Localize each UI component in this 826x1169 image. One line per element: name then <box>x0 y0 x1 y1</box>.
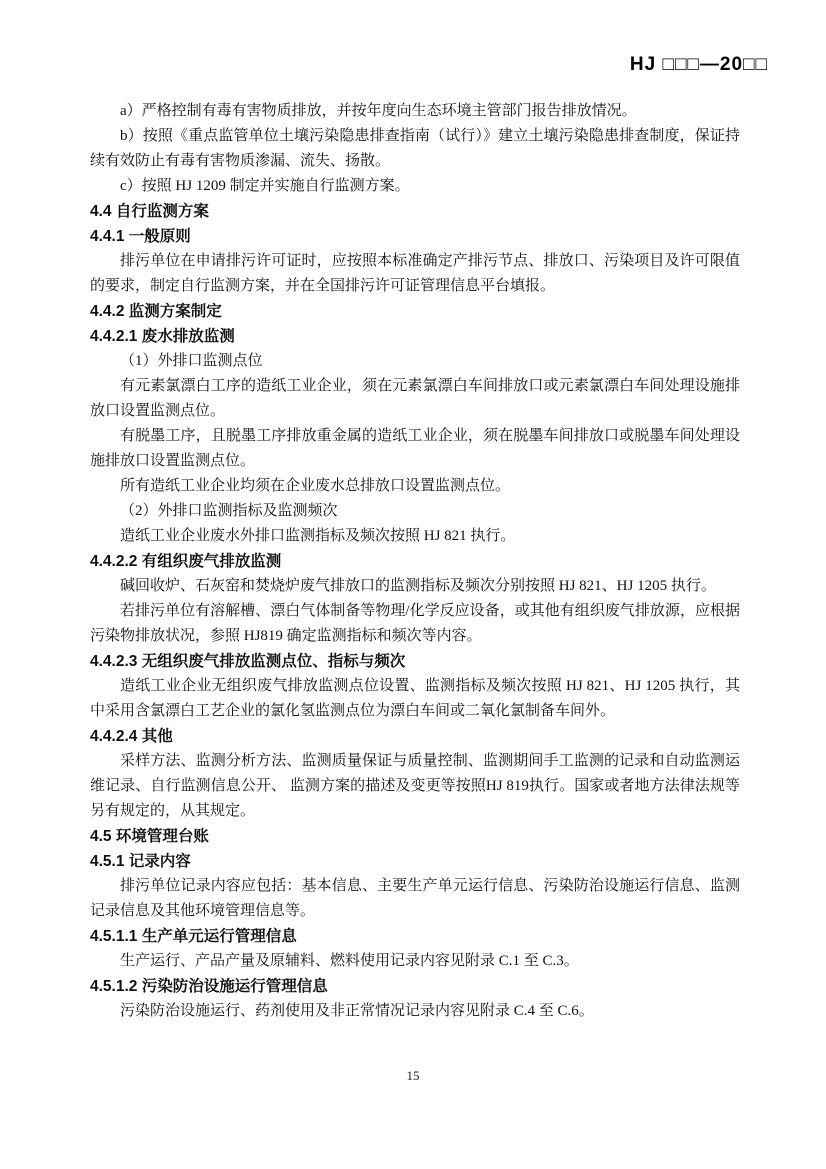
heading-4-4-2-plan-formulation: 4.4.2 监测方案制定 <box>90 303 222 320</box>
heading-4-4-2-1-wastewater-monitoring: 4.4.2.1 废水排放监测 <box>90 328 235 345</box>
paragraph: 生产运行、产品产量及原辅料、燃料使用记录内容见附录 C.1 至 C.3。 <box>120 953 579 969</box>
paragraph: 有元素氯漂白工序的造纸工业企业，须在元素氯漂白车间排放口或元素氯漂白车间处理设施排放口设置监测点位。 <box>90 378 740 419</box>
page-number: 15 <box>406 1068 420 1083</box>
document-content <box>90 99 740 1024</box>
paragraph: 碱回收炉、石灰窑和焚烧炉废气排放口的监测指标及频次分别按照 HJ 821、HJ 1205 执行。 <box>120 578 716 594</box>
paragraph: 造纸工业企业废水外排口监测指标及频次按照 HJ 821 执行。 <box>120 528 516 544</box>
list-item-a: a）严格控制有毒有害物质排放，并按年度向生态环境主管部门报告排放情况。 <box>120 103 637 119</box>
heading-4-5-1-2-pollution-control-info: 4.5.1.2 污染防治设施运行管理信息 <box>90 978 328 995</box>
paragraph: 所有造纸工业企业均须在企业废水总排放口设置监测点位。 <box>120 478 511 494</box>
heading-4-5-1-1-production-unit-info: 4.5.1.1 生产单元运行管理信息 <box>90 928 297 945</box>
heading-4-4-2-2-organized-exhaust: 4.4.2.2 有组织废气排放监测 <box>90 553 282 570</box>
paragraph: 排污单位在申请排污许可证时，应按照本标准确定产排污节点、排放口、污染项目及许可限值的要求，制定自行监测方案，并在全国排污许可证管理信息平台填报。 <box>90 253 740 294</box>
paragraph: 造纸工业企业无组织废气排放监测点位设置、监测指标及频次按照 HJ 821、HJ 1205 执行，其中采用含氯漂白工艺企业的氯化氢监测点位为漂白车间或二氧化氯制备车间外。 <box>90 678 740 719</box>
page-header <box>630 54 768 76</box>
paragraph: （1）外排口监测点位 <box>120 353 263 369</box>
list-item-b: b）按照《重点监管单位土壤污染隐患排查指南（试行）》建立土壤污染隐患排查制度，保证持续有效防止有毒有害物质渗漏、流失、扬散。 <box>90 128 740 169</box>
paragraph: 若排污单位有溶解槽、漂白气体制备等物理/化学反应设备，或其他有组织废气排放源，应根据污染物排放状况，参照 HJ819 确定监测指标和频次等内容。 <box>90 603 740 644</box>
heading-4-4-2-4-other: 4.4.2.4 其他 <box>90 728 173 745</box>
paragraph: 污染防治设施运行、药剂使用及非正常情况记录内容见附录 C.4 至 C.6。 <box>120 1003 594 1019</box>
paragraph: 有脱墨工序，且脱墨工序排放重金属的造纸工业企业，须在脱墨车间排放口或脱墨车间处理设施排放口设置监测点位。 <box>90 428 740 469</box>
standard-number: HJ □□□—20□□ <box>629 54 768 75</box>
heading-4-4-self-monitoring-plan: 4.4 自行监测方案 <box>90 203 209 220</box>
paragraph: （2）外排口监测指标及监测频次 <box>120 503 338 519</box>
heading-4-4-1-general-principles: 4.4.1 一般原则 <box>90 228 191 245</box>
heading-4-5-1-record-content: 4.5.1 记录内容 <box>90 853 191 870</box>
paragraph: 排污单位记录内容应包括：基本信息、主要生产单元运行信息、污染防治设施运行信息、监测记录信息及其他环境管理信息等。 <box>90 878 740 919</box>
heading-4-4-2-3-fugitive-exhaust: 4.4.2.3 无组织废气排放监测点位、指标与频次 <box>90 653 406 670</box>
heading-4-5-env-management-ledger: 4.5 环境管理台账 <box>90 828 209 845</box>
list-item-c: c）按照 HJ 1209 制定并实施自行监测方案。 <box>120 178 410 194</box>
page-footer <box>0 1068 826 1084</box>
paragraph: 采样方法、监测分析方法、监测质量保证与质量控制、监测期间手工监测的记录和自动监测运维记录、自行监测信息公开、 监测方案的描述及变更等按照HJ 819执行。国家或者地方法律法规等另有规定的，从其规定。 <box>90 753 740 819</box>
